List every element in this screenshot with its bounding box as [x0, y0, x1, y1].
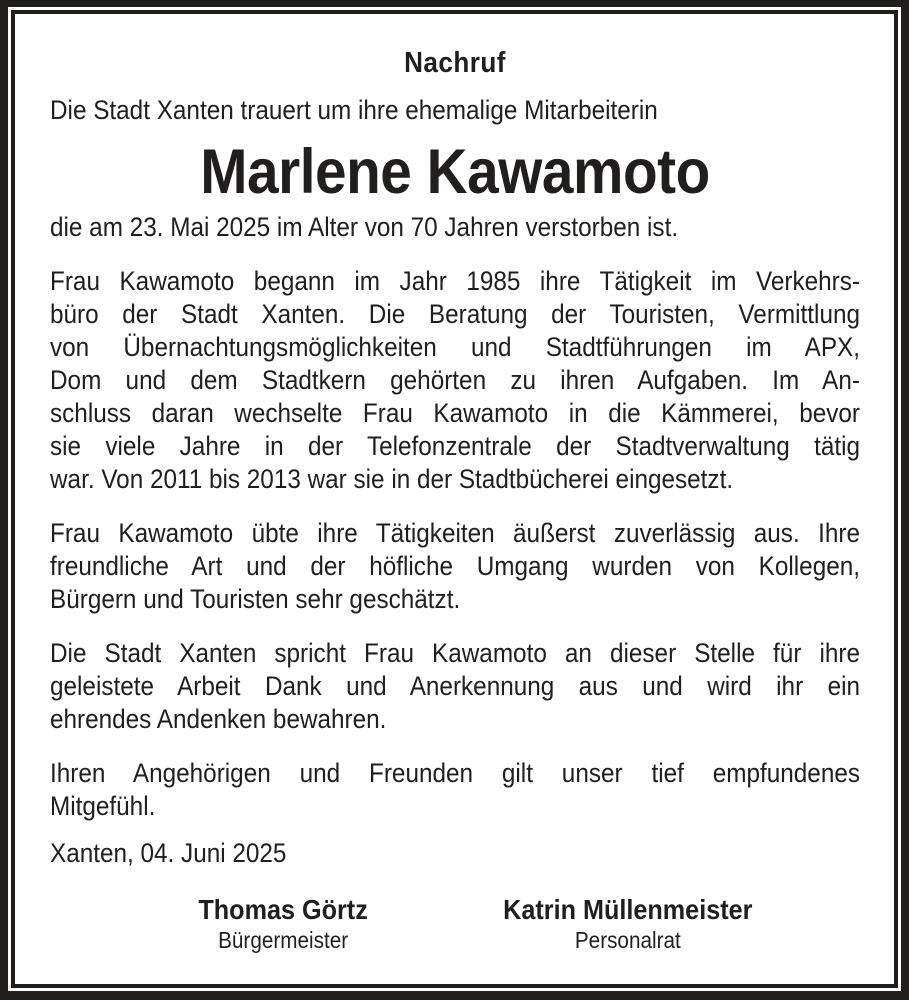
- dateline: Xanten, 04. Juni 2025: [50, 838, 287, 868]
- signature-right-name: Katrin Müllenmeister: [503, 894, 753, 925]
- paragraph-line: Die Stadt Xanten spricht Frau Kawamoto an dieser Stelle für ihre: [50, 638, 860, 668]
- signature-left: [103, 894, 463, 954]
- death-date-line: die am 23. Mai 2025 im Alter von 70 Jahren verstorben ist.: [50, 212, 679, 242]
- signature-left-name: Thomas Görtz: [198, 894, 368, 925]
- deceased-name: Marlene Kawamoto: [200, 137, 710, 207]
- paragraph-line: büro der Stadt Xanten. Die Beratung der Touristen, Vermittlung: [50, 299, 860, 329]
- obituary-content: [50, 46, 860, 964]
- paragraph-line: geleistete Arbeit Dank und Anerkennung aus und wird ihr ein: [50, 671, 860, 701]
- paragraph: [50, 517, 860, 616]
- body-paragraphs: [50, 265, 860, 823]
- paragraph-line: Dom und dem Stadtkern gehörten zu ihren Aufgaben. Im An-: [50, 365, 860, 395]
- signature-left-title: Bürgermeister: [218, 927, 349, 953]
- paragraph: [50, 637, 860, 736]
- paragraph-line: schluss daran wechselte Frau Kawamoto in die Kämmerei, bevor: [50, 398, 860, 428]
- paragraph: [50, 757, 860, 823]
- paragraph-line: Frau Kawamoto übte ihre Tätigkeiten äußerst zuverlässig aus. Ihre: [50, 518, 860, 548]
- paragraph-line: ehrendes Andenken bewahren.: [50, 704, 387, 734]
- paragraph: [50, 265, 860, 496]
- signature-right: [448, 894, 808, 954]
- paragraph-line: von Übernachtungsmöglichkeiten und Stadtführungen im APX,: [50, 332, 860, 362]
- paragraph-line: war. Von 2011 bis 2013 war sie in der Stadtbücherei eingesetzt.: [50, 464, 734, 494]
- notice-frame: [11, 10, 898, 988]
- intro-line: Die Stadt Xanten trauert um ihre ehemalige Mitarbeiterin: [50, 95, 658, 125]
- paragraph-line: sie viele Jahre in der Telefonzentrale der Stadtverwaltung tätig: [50, 431, 860, 461]
- notice-kicker: Nachruf: [404, 47, 506, 79]
- paragraph-line: Bürgern und Touristen sehr geschätzt.: [50, 584, 461, 614]
- paragraph-line: Mitgefühl.: [50, 791, 156, 821]
- paragraph-line: Frau Kawamoto begann im Jahr 1985 ihre Tätigkeit im Verkehrs-: [50, 266, 860, 296]
- signature-right-title: Personalrat: [574, 927, 681, 953]
- paragraph-line: Ihren Angehörigen und Freunden gilt unser tief empfundenes: [50, 758, 860, 788]
- signatures: [50, 894, 860, 964]
- border-gap: [8, 7, 901, 991]
- paragraph-line: freundliche Art und der höfliche Umgang wurden von Kollegen,: [50, 551, 860, 581]
